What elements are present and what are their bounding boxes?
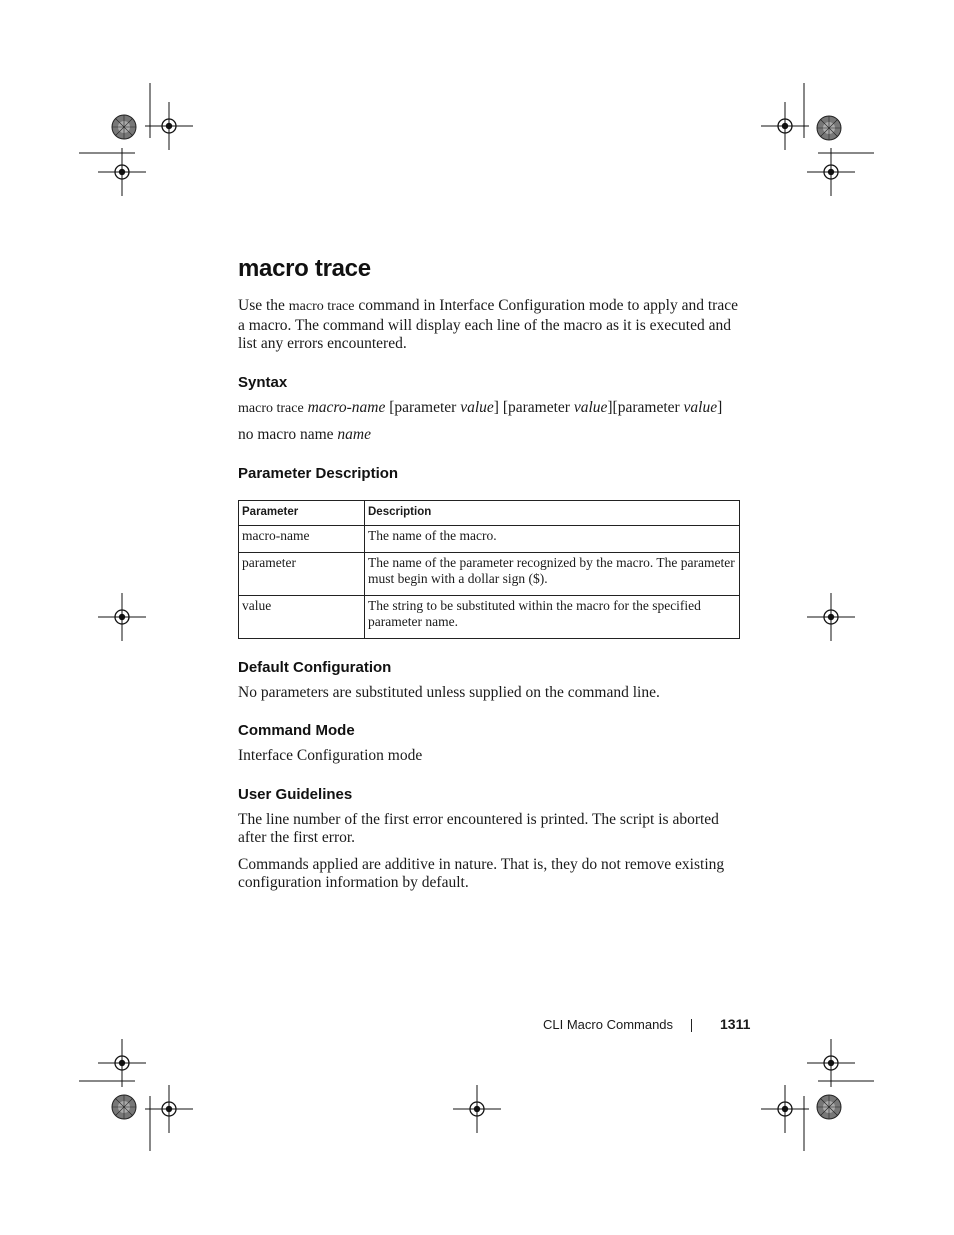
syntax-close: ] bbox=[717, 398, 723, 416]
param-name-cell: macro-name bbox=[239, 526, 365, 553]
syntax-param-2: ] [parameter bbox=[493, 398, 574, 416]
table-row bbox=[239, 526, 740, 553]
registration-mark bbox=[807, 593, 855, 641]
syntax-command: macro trace bbox=[238, 400, 304, 416]
intro-paragraph bbox=[238, 297, 740, 354]
table-header-row bbox=[239, 500, 740, 526]
star-target-mark bbox=[817, 116, 841, 140]
star-target-mark bbox=[112, 115, 136, 139]
footer-section-title: CLI Macro Commands bbox=[543, 1017, 674, 1032]
param-desc-cell: The name of the macro. bbox=[365, 526, 740, 553]
intro-before: Use the bbox=[238, 297, 289, 314]
registration-mark bbox=[761, 1085, 809, 1133]
param-name-cell: parameter bbox=[239, 552, 365, 595]
syntax-heading: Syntax bbox=[238, 373, 288, 391]
page-number: 1311 bbox=[720, 1016, 751, 1032]
registration-mark bbox=[761, 102, 809, 150]
table-row bbox=[239, 595, 740, 638]
star-target-mark bbox=[112, 1095, 136, 1119]
syntax-value-1: value bbox=[460, 398, 494, 416]
syntax-no-command: no macro name bbox=[238, 426, 338, 443]
registration-mark bbox=[453, 1085, 501, 1133]
syntax-param-3: ][parameter bbox=[607, 398, 684, 416]
syntax-line-2 bbox=[238, 426, 740, 445]
registration-mark bbox=[145, 1085, 193, 1133]
page-title: macro trace bbox=[238, 255, 371, 282]
syntax-value-3: value bbox=[683, 398, 718, 416]
param-name-cell: value bbox=[239, 595, 365, 638]
registration-mark bbox=[98, 148, 146, 196]
syntax-line-1 bbox=[238, 399, 740, 419]
syntax-no-arg: name bbox=[337, 426, 371, 443]
param-desc-cell: The string to be substituted within the macro for the specified parameter name. bbox=[365, 595, 740, 638]
syntax-arg-macro-name: macro-name bbox=[307, 398, 386, 416]
page-footer bbox=[540, 1015, 750, 1035]
registration-mark bbox=[807, 1039, 855, 1087]
registration-mark bbox=[807, 148, 855, 196]
param-desc-cell: The name of the parameter recognized by the macro. The parameter must begin with a dollar sign ($). bbox=[365, 552, 740, 595]
column-header-parameter: Parameter bbox=[239, 500, 365, 526]
syntax-value-2: value bbox=[573, 398, 608, 416]
user-guidelines-paragraph: Commands applied are additive in nature. That is, they do not remove existing configuration information by default. bbox=[238, 855, 725, 891]
star-target-mark bbox=[817, 1095, 841, 1119]
default-configuration-text: No parameters are substituted unless supplied on the command line. bbox=[238, 683, 660, 701]
user-guidelines-paragraph: The line number of the first error encountered is printed. The script is aborted after the first error. bbox=[238, 810, 719, 846]
syntax-param-1: [parameter bbox=[385, 398, 461, 416]
footer-separator bbox=[691, 1019, 692, 1032]
intro-command: macro trace bbox=[288, 299, 355, 314]
table-row bbox=[239, 552, 740, 595]
command-mode-heading: Command Mode bbox=[238, 722, 355, 739]
registration-mark bbox=[145, 102, 193, 150]
registration-mark bbox=[98, 593, 146, 641]
default-configuration-heading: Default Configuration bbox=[238, 658, 392, 676]
user-guidelines-heading: User Guidelines bbox=[238, 785, 353, 803]
registration-mark bbox=[98, 1039, 146, 1087]
column-header-description: Description bbox=[365, 500, 740, 526]
intro-after: command in Interface Configuration mode to apply and trace a macro. The command will display each line of the macro as it is executed and list any errors encountered. bbox=[238, 297, 738, 352]
command-mode-text: Interface Configuration mode bbox=[238, 747, 423, 764]
page-content bbox=[238, 255, 740, 893]
parameter-table bbox=[238, 500, 740, 639]
parameter-description-heading: Parameter Description bbox=[238, 464, 399, 482]
